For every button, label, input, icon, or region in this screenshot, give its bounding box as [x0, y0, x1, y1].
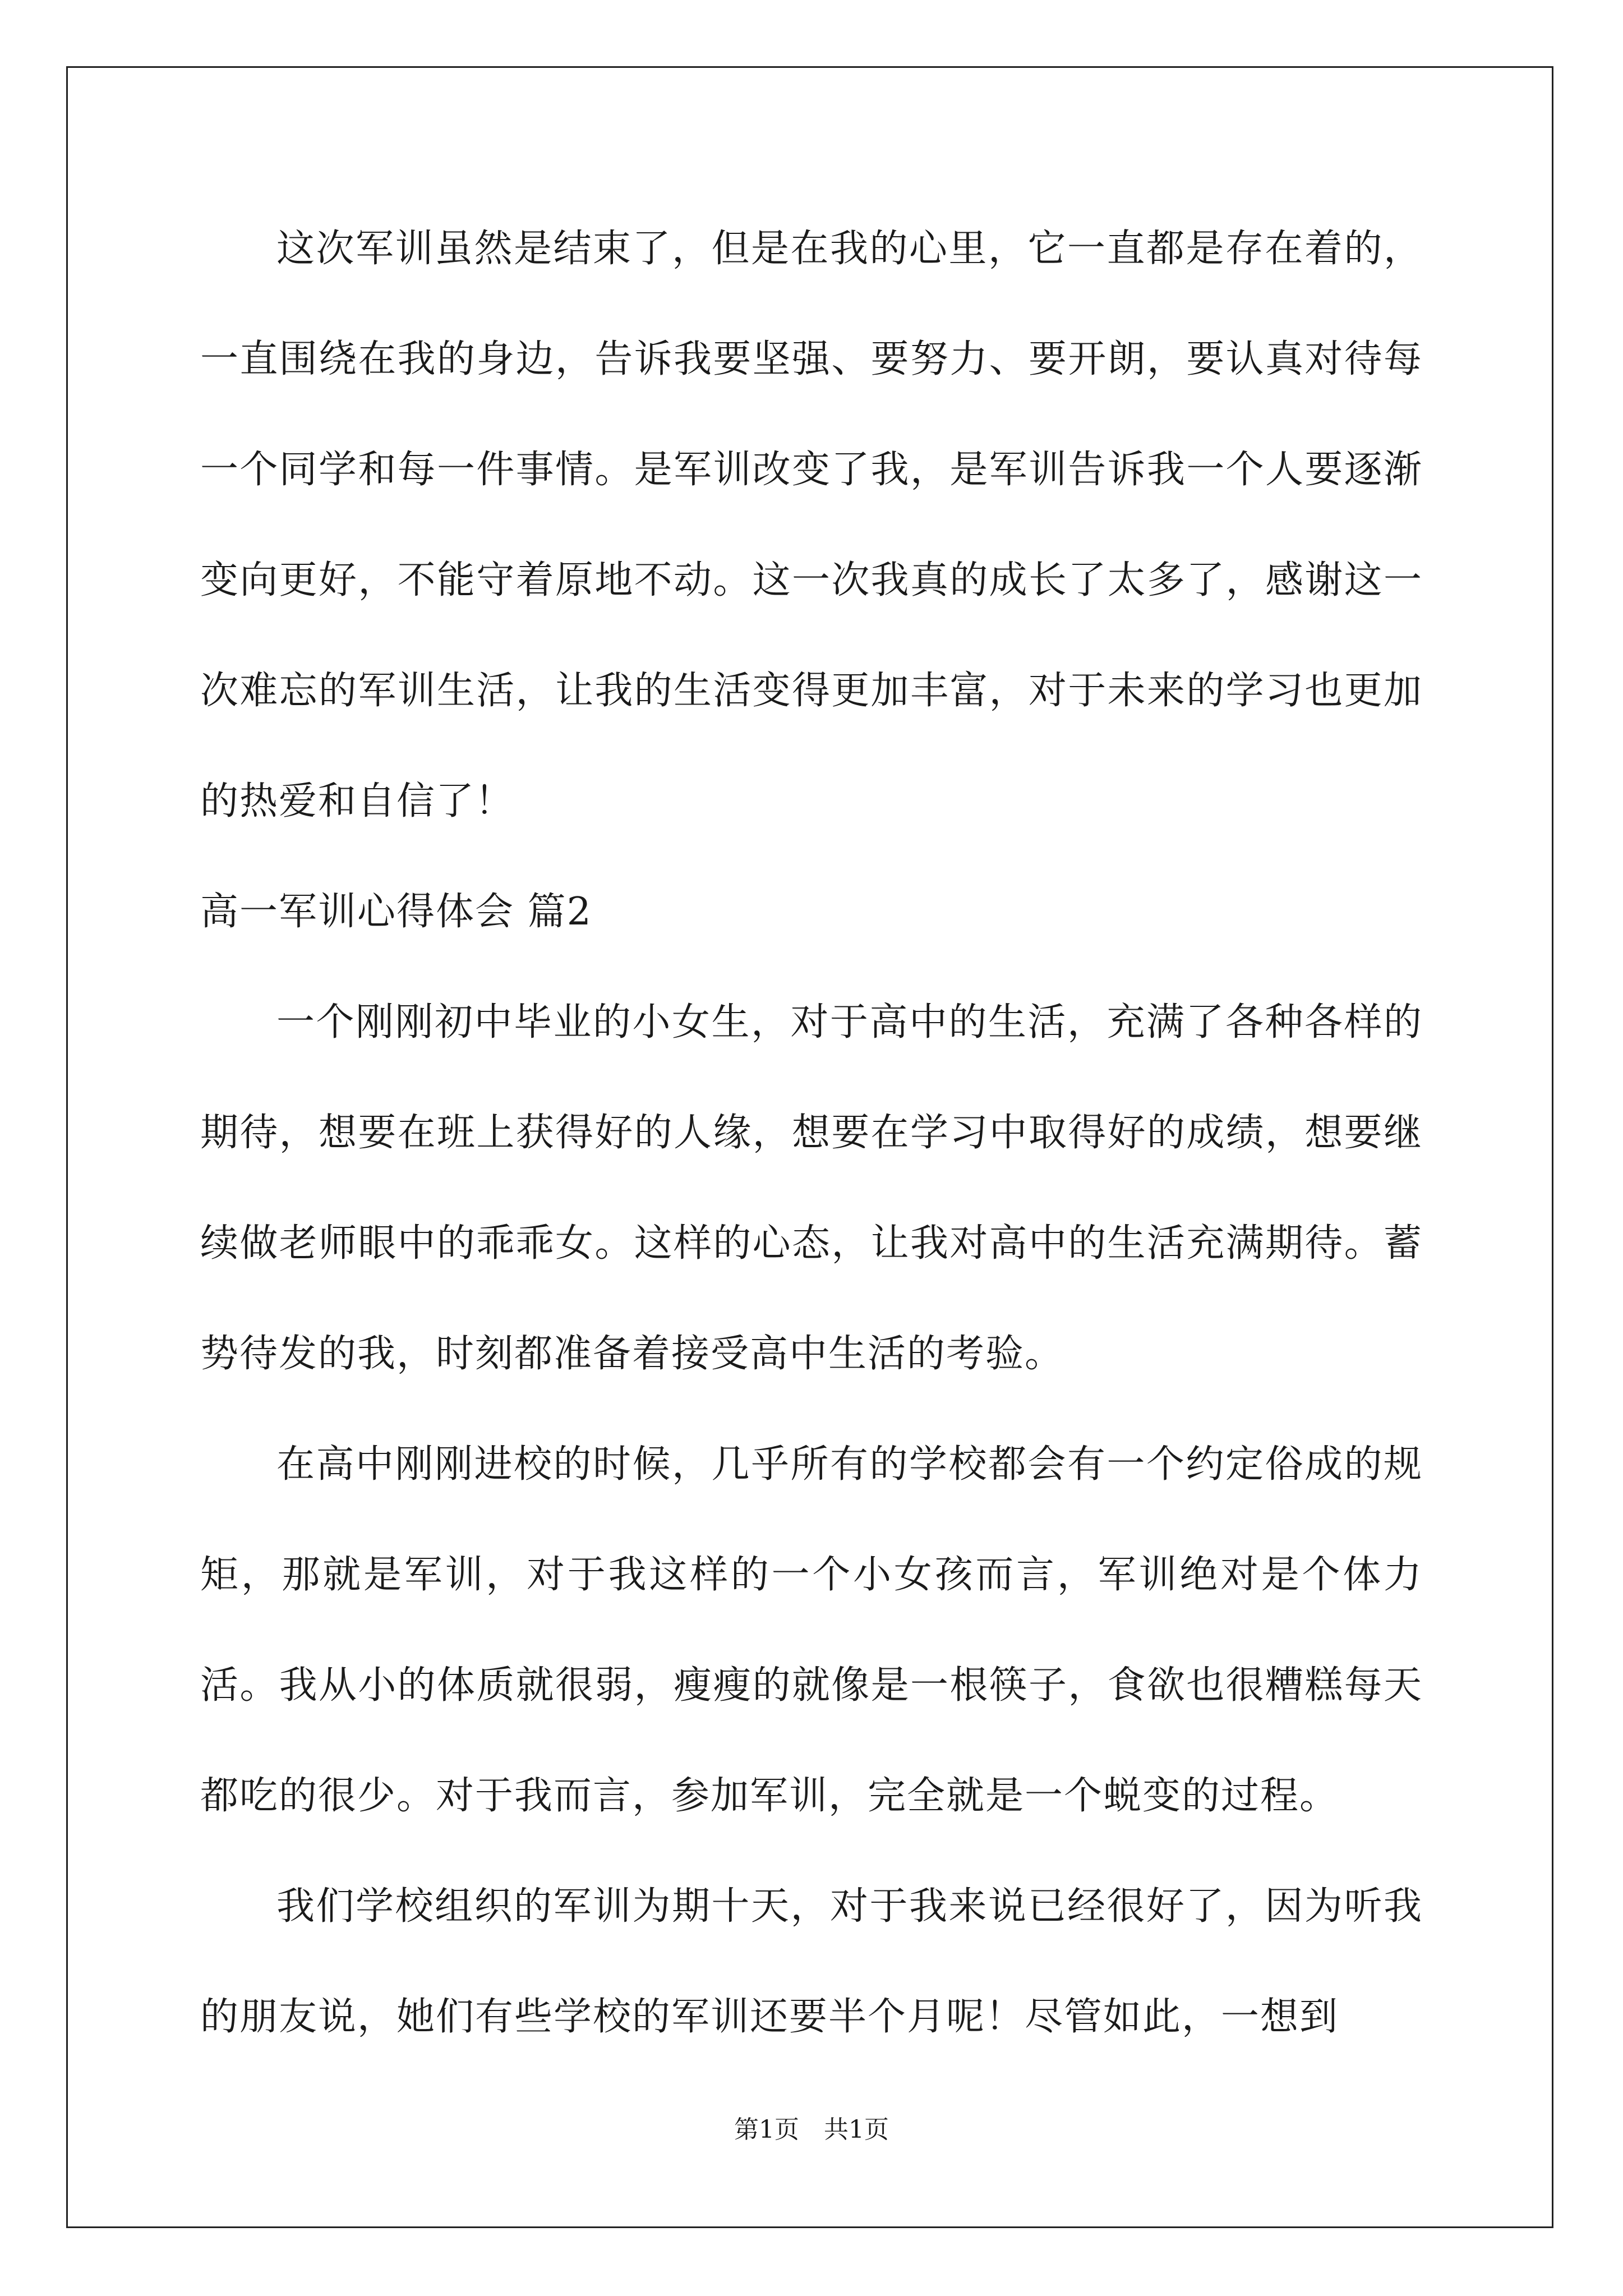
page-footer: 第1页 共1页: [734, 2115, 889, 2144]
paragraph-4: 我们学校组织的军训为期十天，对于我来说已经很好了，因为听我的朋友说，她们有些学校的军训还要半个月呢！尽管如此，一想到: [200, 1884, 1423, 2039]
paragraph-2: 一个刚刚初中毕业的小女生，对于高中的生活，充满了各种各样的期待，想要在班上获得好的人缘，想要在学习中取得好的成绩，想要继续做老师眼中的乖乖女。这样的心态，让我对高中的生活充满期待。蓄势待发的我，时刻都准备着接受高中生活的考验。: [200, 1000, 1423, 1376]
document-body: [200, 194, 1423, 2072]
paragraph-1: 这次军训虽然是结束了，但是在我的心里，它一直都是存在着的，一直围绕在我的身边，告诉我要坚强、要努力、要开朗，要认真对待每一个同学和每一件事情。是军训改变了我，是军训告诉我一个人要逐渐变向更好，不能守着原地不动。这一次我真的成长了太多了，感谢这一次难忘的军训生活，让我的生活变得更加丰富，对于未来的学习也更加的热爱和自信了！: [200, 227, 1423, 823]
paragraph-3: 在高中刚刚进校的时候，几乎所有的学校都会有一个约定俗成的规矩，那就是军训，对于我这样的一个小女孩而言，军训绝对是个体力活。我从小的体质就很弱，瘦瘦的就像是一根筷子，食欲也很糟糕每天都吃的很少。对于我而言，参加军训，完全就是一个蜕变的过程。: [200, 1442, 1423, 1818]
section-heading: 高一军训心得体会 篇2: [200, 890, 592, 934]
